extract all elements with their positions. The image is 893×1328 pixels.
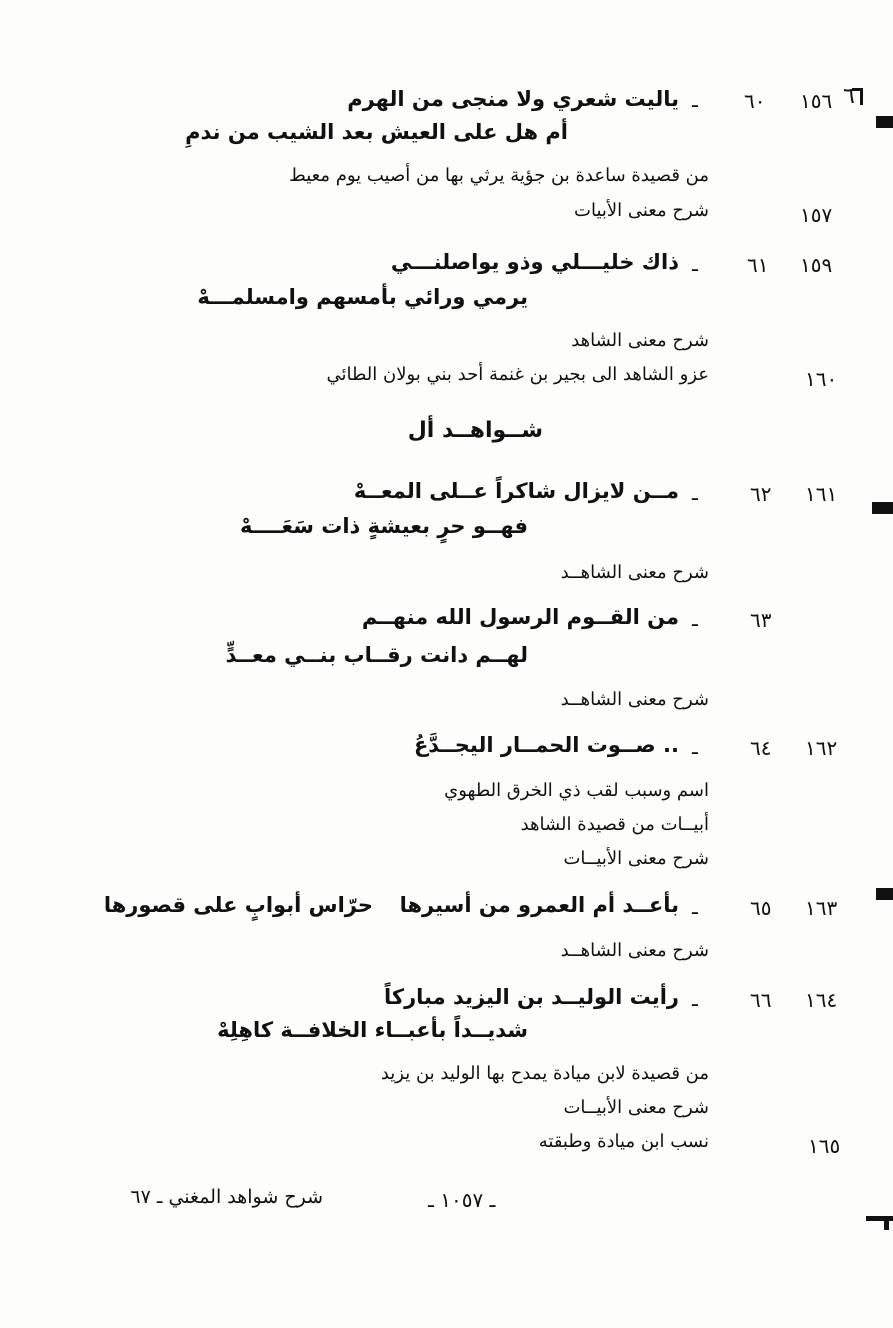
edge-mark xyxy=(872,502,893,514)
dash: ـ xyxy=(692,88,698,112)
corner-mark: ٦ xyxy=(843,84,855,109)
verse-line: بأعــد أم العمرو من أسيرها xyxy=(399,893,679,917)
row-number: ١٦١ xyxy=(805,482,838,506)
witness-number: ٦٥ xyxy=(750,896,772,920)
witness-number: ٦٣ xyxy=(750,608,772,632)
commentary-line: من قصيدة لابن ميادة يمدح بها الوليد بن يزيد xyxy=(380,1063,709,1084)
commentary-line: شرح معنى الشاهــد xyxy=(560,562,709,583)
commentary-line: شرح معنى الشاهــد xyxy=(560,940,709,961)
commentary-line: اسم وسبب لقب ذي الخرق الطهوي xyxy=(444,780,709,801)
verse-line: يرمي ورائي بأمسهم وامسلمـــهْ xyxy=(197,285,528,309)
row-number: ١٦٢ xyxy=(805,736,838,760)
edge-mark xyxy=(876,116,893,128)
witness-number: ٦٢ xyxy=(750,482,772,506)
commentary-line: شرح معنى الشاهــد xyxy=(560,689,709,710)
verse-line: حرّاس أبوابٍ على قصورها xyxy=(103,893,373,917)
verse-line: شديــداً بأعبــاء الخلافــة كاهِلِهْ xyxy=(217,1018,528,1042)
section-heading: شــواهــد أل xyxy=(407,418,543,443)
row-number: ١٥٧ xyxy=(800,203,833,227)
witness-number: ٦٠ xyxy=(744,89,766,113)
verse-line: ذاك خليـــلي وذو يواصلنـــي xyxy=(390,250,679,274)
edge-mark xyxy=(884,1216,889,1230)
verse-line: ياليت شعري ولا منجى من الهرم xyxy=(347,87,679,111)
commentary-line: شرح معنى الأبيــات xyxy=(563,1097,709,1118)
witness-number: ٦١ xyxy=(747,253,769,277)
commentary-line: أبيــات من قصيدة الشاهد xyxy=(520,814,709,835)
verse-line: من القــوم الرسول الله منهــم xyxy=(361,605,679,629)
commentary-line: شرح معنى الشاهد xyxy=(571,330,709,351)
page-number: ١٠٥٧ xyxy=(440,1188,484,1212)
dash: ـ xyxy=(692,252,698,276)
dash: ـ xyxy=(692,607,698,631)
verse-line: لهــم دانت رقــاب بنــي معــدٍّ xyxy=(225,643,528,667)
dash: ـ xyxy=(692,895,698,919)
row-number: ١٥٦ xyxy=(800,89,833,113)
commentary-line: نسب ابن ميادة وطبقته xyxy=(538,1131,709,1152)
row-number: ١٦٣ xyxy=(805,896,838,920)
witness-number: ٦٦ xyxy=(750,988,772,1012)
dash: ـ xyxy=(692,481,698,505)
witness-number: ٦٤ xyxy=(750,736,772,760)
verse-line: فهــو حرٍ بعيشةٍ ذات سَعَــــهْ xyxy=(239,514,528,538)
commentary-line: شرح معنى الأبيات xyxy=(574,200,709,221)
verse-line: رأيت الوليــد بن اليزيد مباركاً xyxy=(383,985,679,1009)
verse-line: .. صــوت الحمــار اليجــدَّعُ xyxy=(413,733,679,757)
commentary-line: من قصيدة ساعدة بن جؤية يرثي بها من أصيب يوم معيط xyxy=(289,165,709,186)
commentary-line: عزو الشاهد الى بجير بن غنمة أحد بني بولان الطائي xyxy=(326,364,709,385)
row-number: ١٦٥ xyxy=(808,1134,841,1158)
row-number: ١٦٠ xyxy=(805,367,838,391)
verse-line: أم هل على العيش بعد الشيب من ندمِ xyxy=(185,120,568,144)
dash: ـ xyxy=(692,735,698,759)
verse-line: مــن لايزال شاكراً عــلى المعــهْ xyxy=(353,479,679,503)
row-number: ١٥٩ xyxy=(800,253,833,277)
row-number: ١٦٤ xyxy=(805,988,838,1012)
edge-mark xyxy=(876,888,893,900)
dash: ـ xyxy=(692,987,698,1011)
footer-page-number: ـ ١٠٥٧ ـ xyxy=(428,1188,496,1212)
commentary-line: شرح معنى الأبيــات xyxy=(563,848,709,869)
footer-title: شرح شواهد المغني ـ ٦٧ xyxy=(130,1186,323,1208)
